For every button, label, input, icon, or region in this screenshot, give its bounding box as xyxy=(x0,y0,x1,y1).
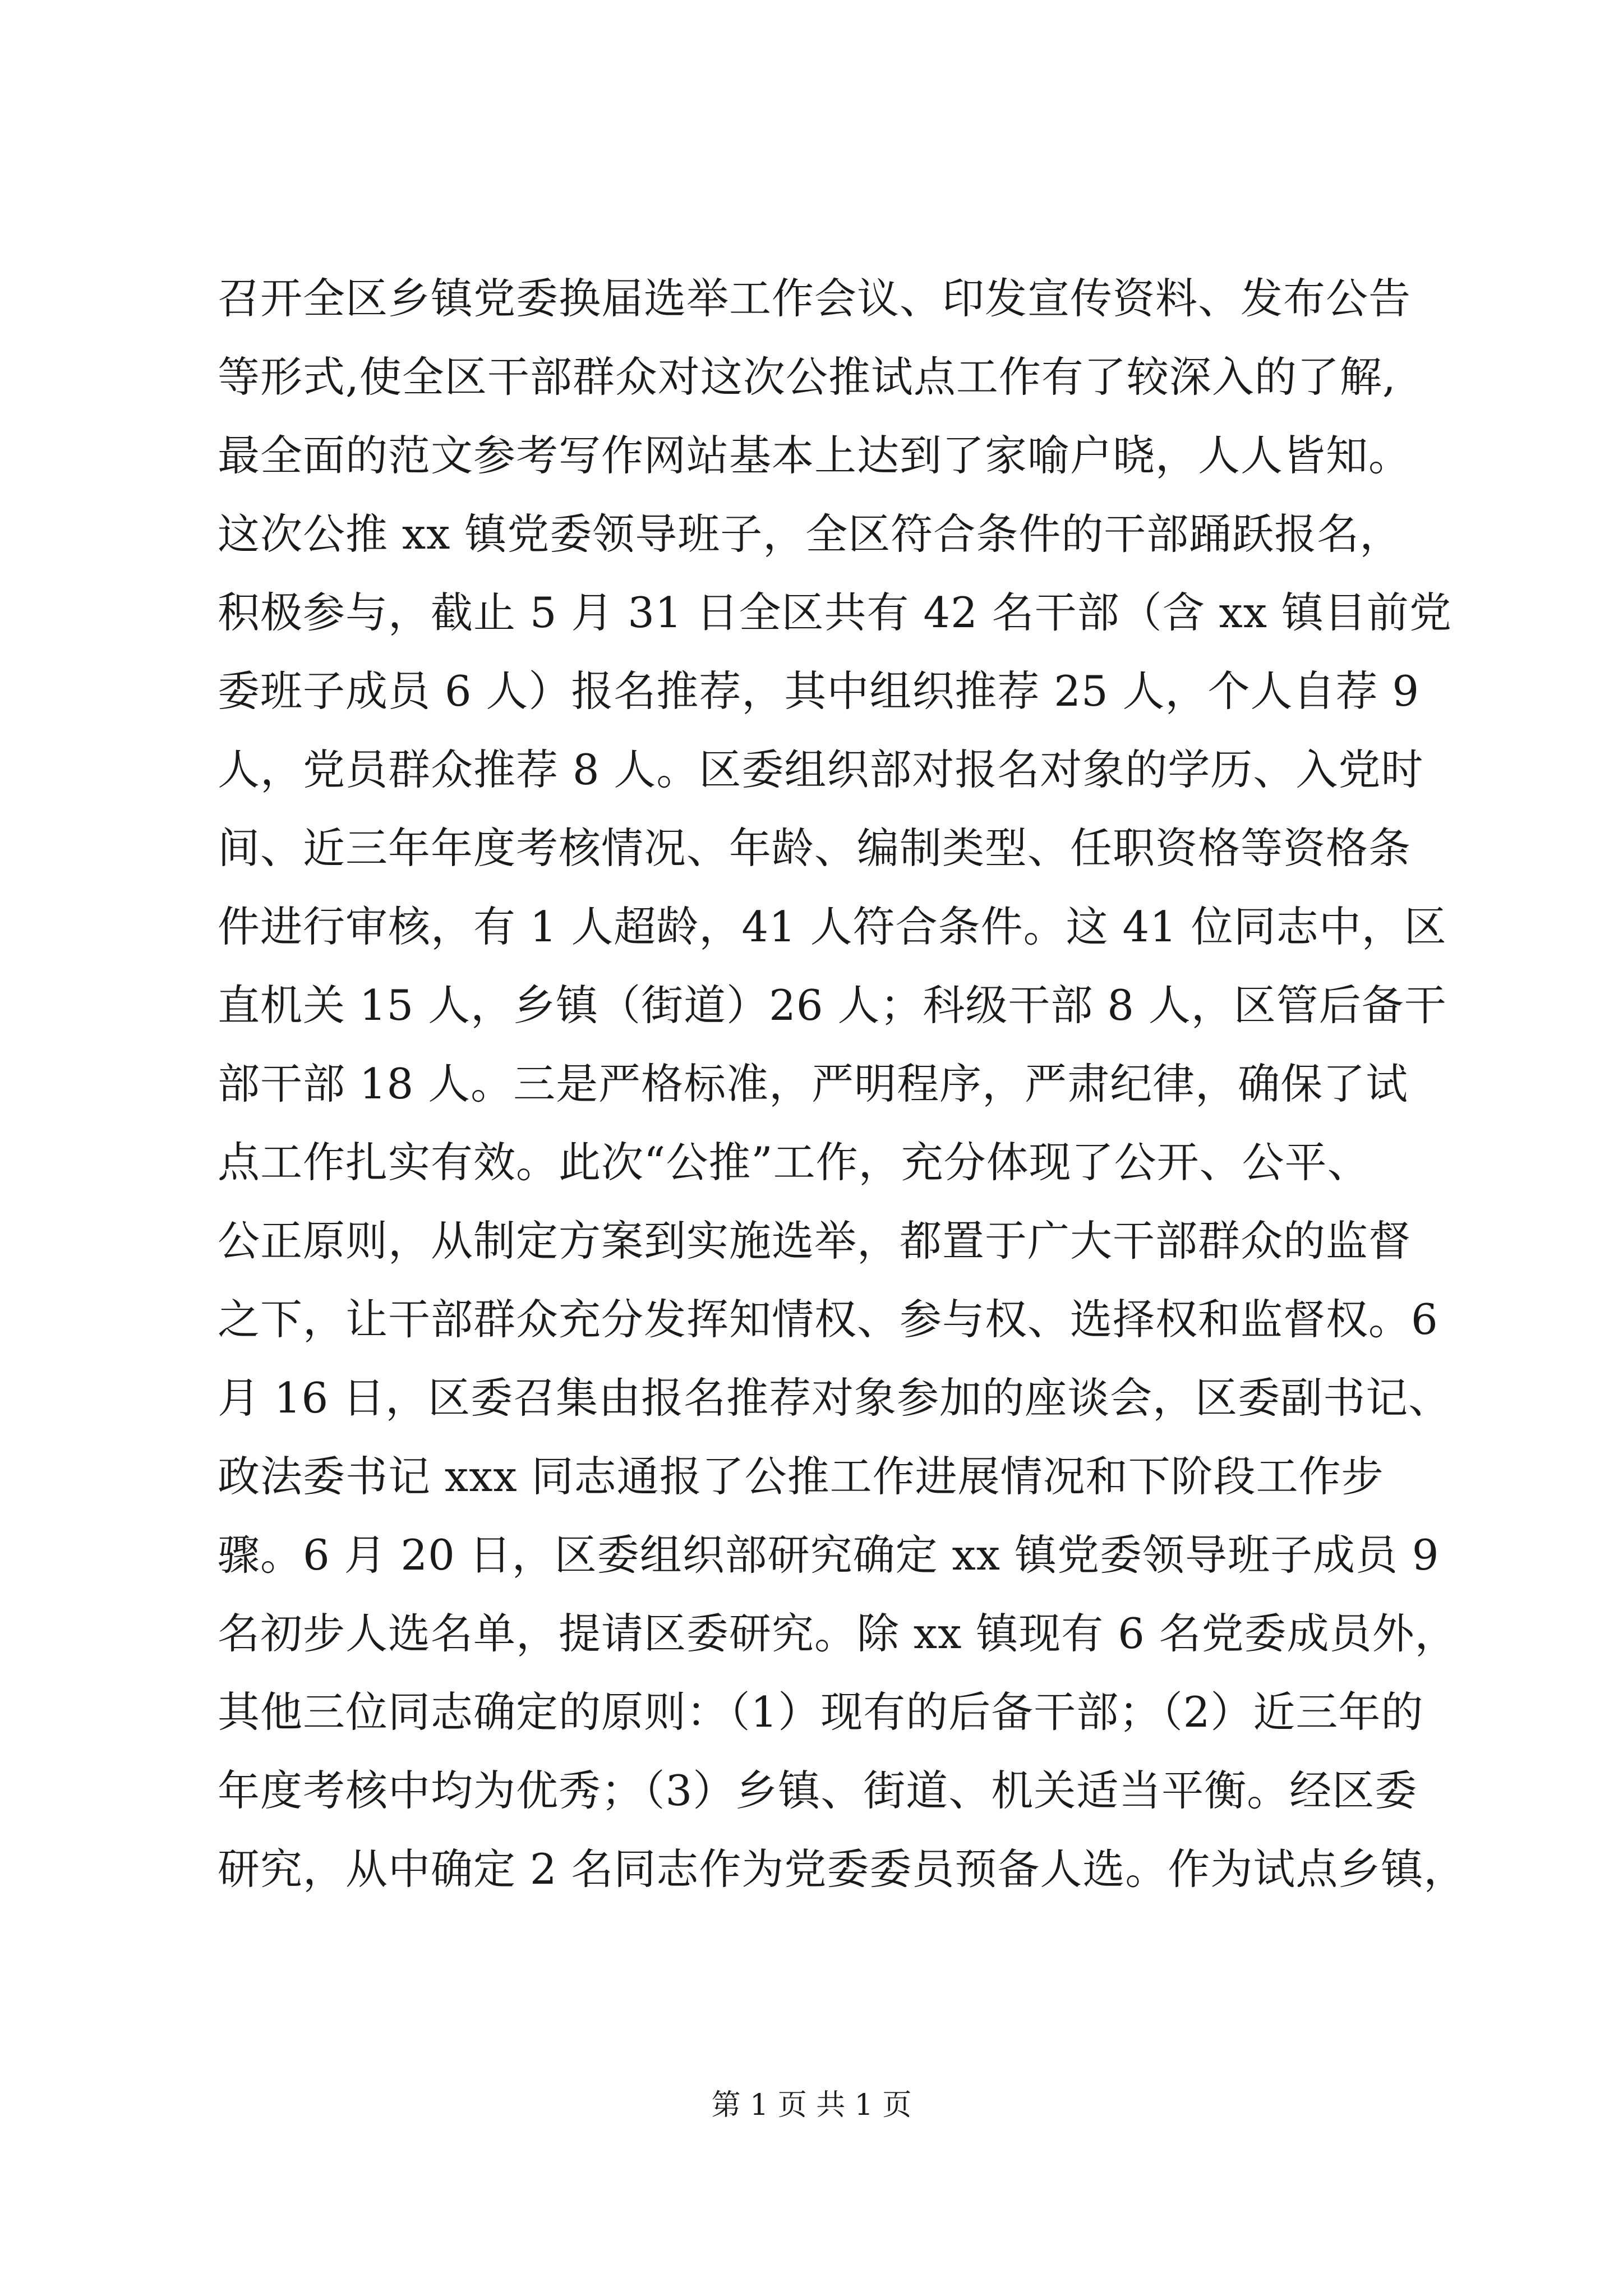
text-line: 件进行审核，有 1 人超龄，41 人符合条件。这 41 位同志中，区 xyxy=(218,902,1447,951)
page-footer: 第 1 页 共 1 页 xyxy=(711,2088,912,2122)
text-line: 公正原则，从制定方案到实施选举，都置于广大干部群众的监督 xyxy=(218,1216,1412,1266)
text-line: 其他三位同志确定的原则：（1）现有的后备干部；（2）近三年的 xyxy=(218,1687,1424,1737)
text-line: 人，党员群众推荐 8 人。区委组织部对报名对象的学历、入党时 xyxy=(218,745,1424,794)
text-line: 积极参与，截止 5 月 31 日全区共有 42 名干部（含 xx 镇目前党 xyxy=(218,588,1452,637)
text-line: 点工作扎实有效。此次“公推”工作，充分体现了公开、公平、 xyxy=(218,1138,1370,1187)
text-line: 委班子成员 6 人）报名推荐，其中组织推荐 25 人，个人自荐 9 xyxy=(218,666,1420,716)
text-line: 部干部 18 人。三是严格标准，严明程序，严肃纪律，确保了试 xyxy=(218,1059,1409,1108)
text-line: 名初步人选名单，提请区委研究。除 xx 镇现有 6 名党委成员外， xyxy=(218,1609,1458,1658)
body-text xyxy=(218,259,1468,1908)
text-line: 月 16 日，区委召集由报名推荐对象参加的座谈会，区委副书记、 xyxy=(218,1373,1451,1423)
text-line: 这次公推 xx 镇党委领导班子，全区符合条件的干部踊跃报名， xyxy=(218,509,1403,559)
text-line: 直机关 15 人，乡镇（街道）26 人；科级干部 8 人，区管后备干 xyxy=(218,981,1447,1030)
text-line: 骤。6 月 20 日，区委组织部研究确定 xx 镇党委领导班子成员 9 xyxy=(218,1530,1440,1580)
text-line: 等形式,使全区干部群众对这次公推试点工作有了较深入的了解, xyxy=(218,352,1396,402)
text-line: 最全面的范文参考写作网站基本上达到了家喻户晓，人人皆知。 xyxy=(218,431,1412,480)
text-line: 政法委书记 xxx 同志通报了公推工作进展情况和下阶段工作步 xyxy=(218,1452,1384,1501)
text-line: 之下，让干部群众充分发挥知情权、参与权、选择权和监督权。6 xyxy=(218,1295,1438,1344)
text-line: 召开全区乡镇党委换届选举工作会议、印发宣传资料、发布公告 xyxy=(218,274,1412,323)
text-line: 年度考核中均为优秀；（3）乡镇、街道、机关适当平衡。经区委 xyxy=(218,1766,1418,1815)
text-line: 研究，从中确定 2 名同志作为党委委员预备人选。作为试点乡镇， xyxy=(218,1844,1467,1894)
text-line: 间、近三年年度考核情况、年龄、编制类型、任职资格等资格条 xyxy=(218,823,1412,873)
